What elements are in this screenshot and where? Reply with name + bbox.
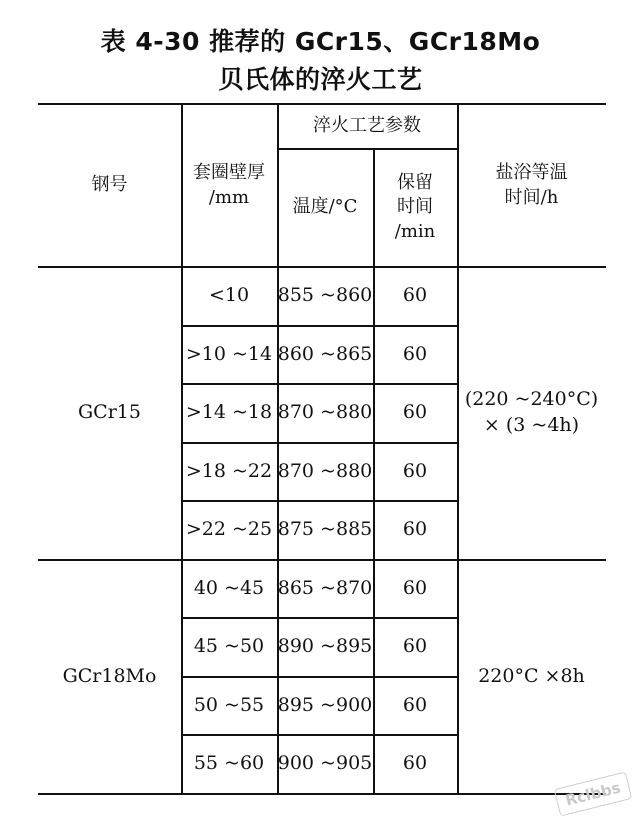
- hold-time-cell: 60: [402, 342, 428, 365]
- header-hold-time: [373, 149, 457, 266]
- hold-time-cell: 60: [402, 284, 428, 307]
- salt-bath-line2: × (3 ~4h): [483, 414, 580, 436]
- steel-grade-text: GCr18Mo: [62, 664, 157, 687]
- steel-grade-text: GCr15: [78, 401, 141, 424]
- steel-grade-cell: [38, 267, 181, 559]
- temperature-cell: 860 ~865: [277, 342, 373, 365]
- temperature-cell: 875 ~885: [277, 518, 373, 541]
- header-quench-params-text: 淬火工艺参数: [313, 115, 421, 137]
- temperature-cell: 855 ~860: [277, 284, 373, 307]
- thickness-cell: 50 ~55: [193, 693, 265, 716]
- header-salt-bath-line1: 盐浴等温: [495, 162, 568, 184]
- header-salt-bath-line2: 时间/h: [504, 186, 559, 208]
- thickness-cell: >18 ~22: [185, 459, 273, 482]
- hold-time-cell: 60: [402, 459, 428, 482]
- temperature-cell: 890 ~895: [277, 635, 373, 658]
- thickness-cell: 55 ~60: [193, 752, 265, 775]
- header-hold-time-line1: 保留: [397, 172, 433, 194]
- temperature-cell: 895 ~900: [277, 693, 373, 716]
- hold-time-cell: 60: [402, 576, 428, 599]
- header-temperature: [277, 149, 373, 266]
- hold-time-cell: 60: [402, 518, 428, 541]
- header-quench-params: [277, 105, 457, 148]
- watermark-logo: Rclbbs: [554, 771, 633, 816]
- temperature-cell: 870 ~880: [277, 459, 373, 482]
- hold-time-cell: 60: [402, 635, 428, 658]
- thickness-cell: <10: [208, 284, 250, 307]
- table-title-line2: 贝氏体的淬火工艺: [218, 65, 423, 94]
- header-steel-grade: [38, 105, 181, 266]
- hold-time-cell: 60: [402, 693, 428, 716]
- header-temperature-text: 温度/°C: [292, 196, 358, 218]
- header-thickness-line1: 套圈壁厚: [193, 162, 265, 184]
- hold-time-cell: 60: [402, 752, 428, 775]
- header-thickness: [181, 105, 277, 266]
- bottom-rule: [38, 793, 606, 795]
- steel-grade-cell: [38, 560, 181, 793]
- thickness-cell: 40 ~45: [193, 576, 265, 599]
- header-steel-grade-text: 钢号: [91, 174, 128, 196]
- temperature-cell: 870 ~880: [277, 401, 373, 424]
- temperature-cell: 900 ~905: [277, 752, 373, 775]
- salt-bath-line1: 220°C ×8h: [478, 664, 585, 687]
- thickness-cell: 45 ~50: [193, 635, 265, 658]
- header-salt-bath: [457, 105, 606, 266]
- header-hold-time-line3: /min: [394, 220, 436, 242]
- header-hold-time-line2: 时间: [397, 196, 433, 218]
- header-thickness-line2: /mm: [208, 186, 250, 208]
- thickness-cell: >14 ~18: [185, 401, 273, 424]
- temperature-cell: 865 ~870: [277, 576, 373, 599]
- hold-time-cell: 60: [402, 401, 428, 424]
- salt-bath-cell: [457, 560, 606, 793]
- salt-bath-line1: (220 ~240°C): [464, 388, 599, 411]
- thickness-cell: >10 ~14: [185, 342, 273, 365]
- table-title-line1: 表 4-30 推荐的 GCr15、GCr18Mo: [100, 27, 541, 56]
- salt-bath-cell: [457, 267, 606, 559]
- thickness-cell: >22 ~25: [185, 518, 273, 541]
